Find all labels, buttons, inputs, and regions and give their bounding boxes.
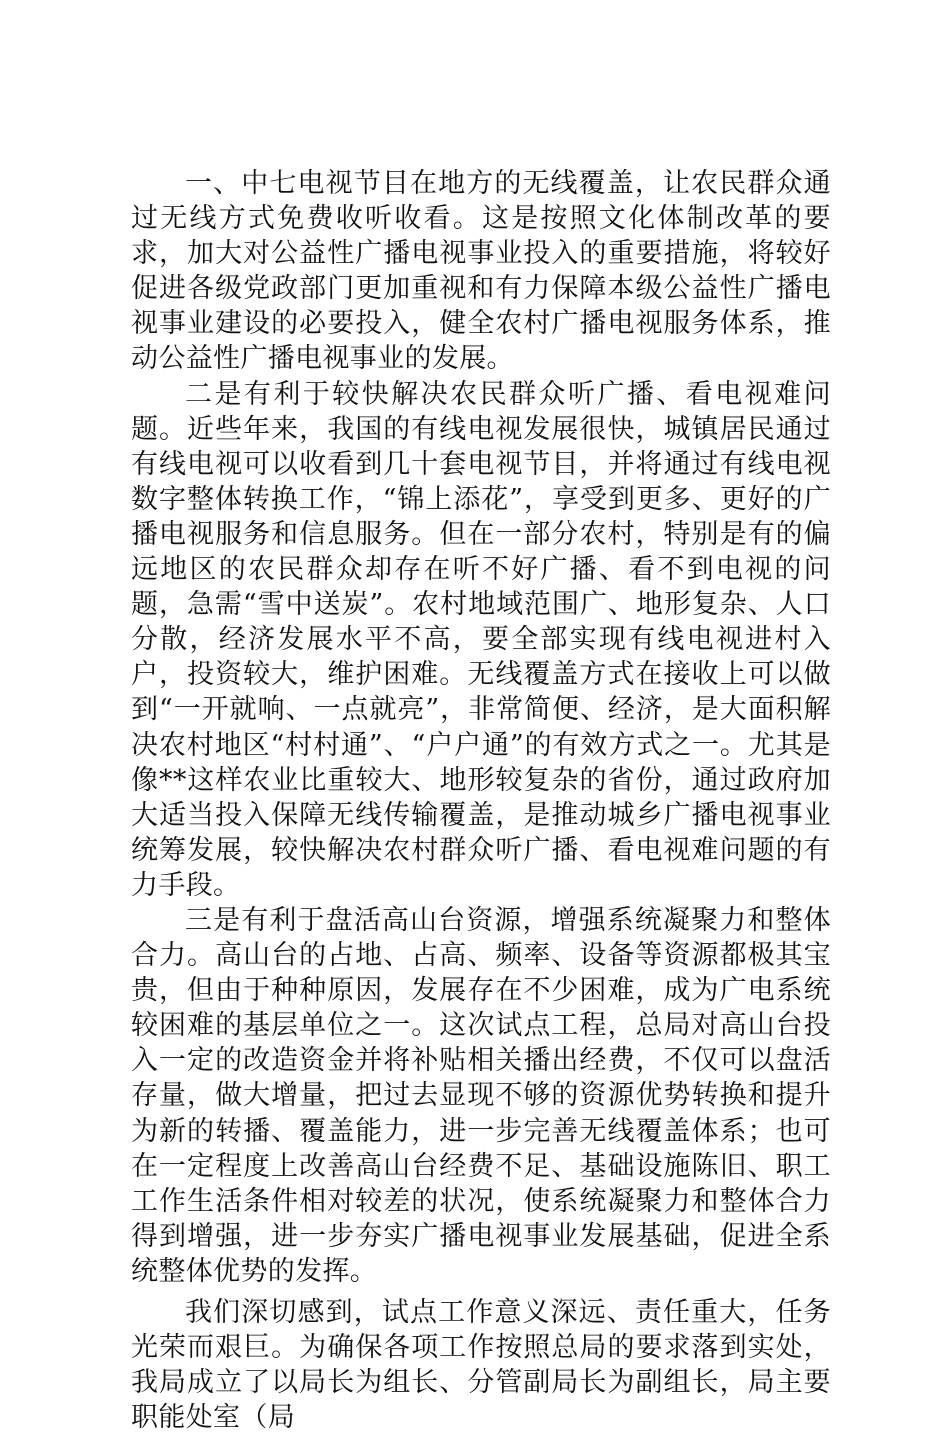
paragraph-1: 一、中七电视节目在地方的无线覆盖，让农民群众通过无线方式免费收听收看。这是按照文化体制改革的要求，加大对公益性广播电视事业投入的重要措施，将较好促进各级党政部门更加重视和有力保障本级公益性广播电视事业建设的必要投入，健全农村广播电视服务体系，推动公益性广播电视事业的发展。 <box>131 168 831 375</box>
paragraph-3: 三是有利于盘活高山台资源，增强系统凝聚力和整体合力。高山台的占地、占高、频率、设备等资源都极其宝贵，但由于种种原因，发展存在不少困难，成为广电系统较困难的基层单位之一。这次试点工程，总局对高山台投入一定的改造资金并将补贴相关播出经费，不仅可以盘活存量，做大增量，把过去显现不够的资源优势转换和提升为新的转播、覆盖能力，进一步完善无线覆盖体系；也可在一定程度上改善高山台经费不足、基础设施陈旧、职工工作生活条件相对较差的状况，使系统凝聚力和整体合力得到增强，进一步夯实广播电视事业发展基础，促进全系统整体优势的发挥。 <box>131 904 831 1287</box>
paragraph-4: 我们深切感到，试点工作意义深远、责任重大，任务光荣而艰巨。为确保各项工作按照总局的要求落到实处，我局成立了以局长为组长、分管副局长为副组长，局主要职能处室（局 <box>131 1297 831 1434</box>
paragraph-2: 二是有利于较快解决农民群众听广播、看电视难问题。近些年来，我国的有线电视发展很快，城镇居民通过有线电视可以收看到几十套电视节目，并将通过有线电视数字整体转换工作，“锦上添花”，享受到更多、更好的广播电视服务和信息服务。但在一部分农村，特别是有的偏远地区的农民群众却存在听不好广播、看不到电视的问题，急需“雪中送炭”。农村地域范围广、地形复杂、人口分散，经济发展水平不高，要全部实现有线电视进村入户，投资较大，维护困难。无线覆盖方式在接收上可以做到“一开就响、一点就亮”，非常简便、经济，是大面积解决农村地区“村村通”、“户户通”的有效方式之一。尤其是像**这样农业比重较大、地形较复杂的省份，通过政府加大适当投入保障无线传输覆盖，是推动城乡广播电视事业统筹发展，较快解决农村群众听广播、看电视难问题的有力手段。 <box>131 378 831 901</box>
document-body <box>131 166 831 1435</box>
